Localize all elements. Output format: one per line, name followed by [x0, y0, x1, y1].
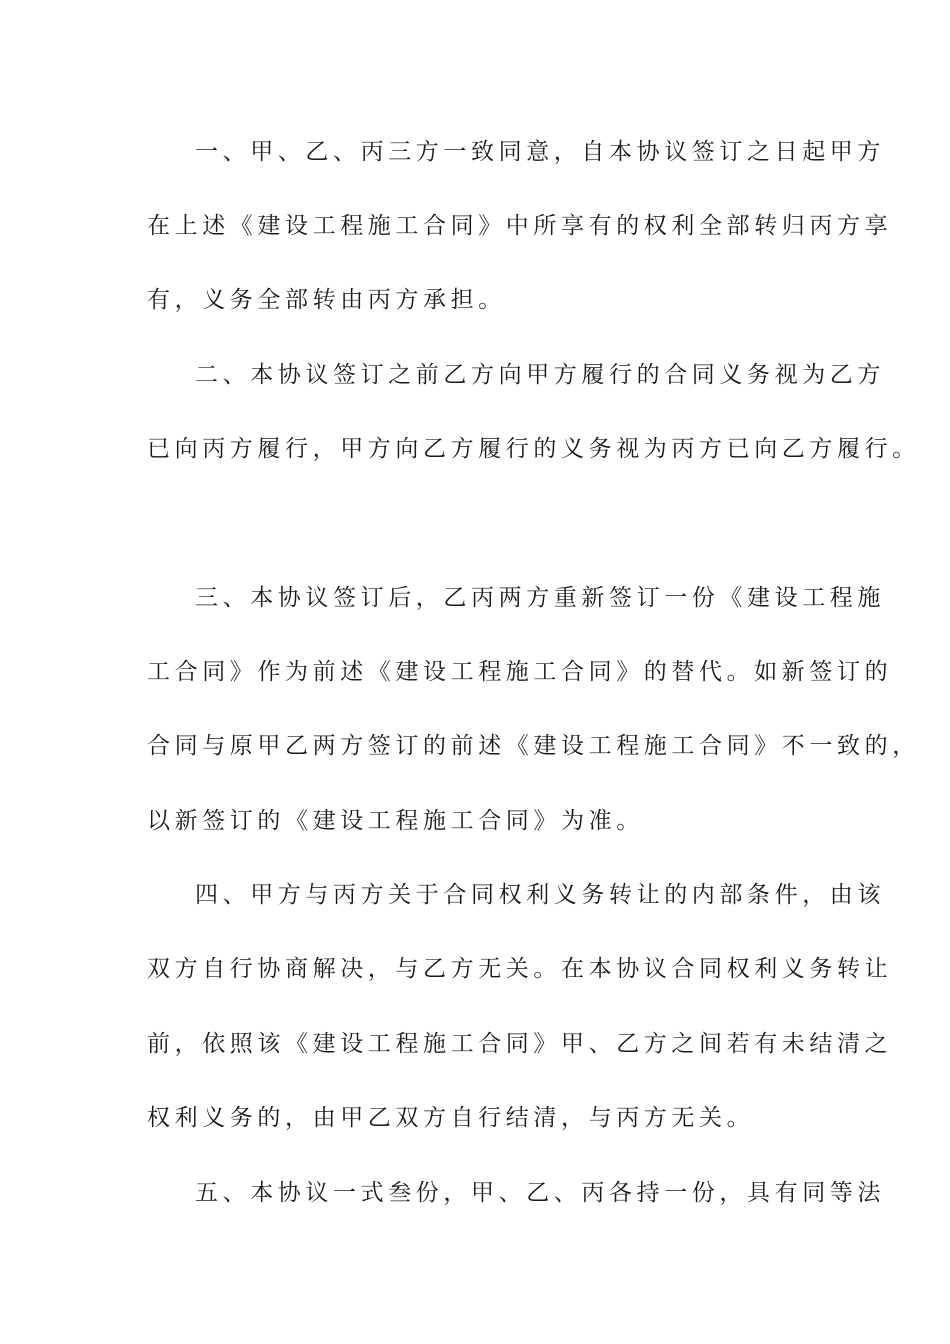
- clause-4-line-2: 双方自行协商解决，与乙方无关。在本协议合同权利义务转让: [147, 956, 893, 982]
- clause-2-line-2: 已向丙方履行，甲方向乙方履行的义务视为丙方已向乙方履行。: [147, 436, 920, 462]
- clause-4-line-3: 前，依照该《建设工程施工合同》甲、乙方之间若有未结清之: [147, 1031, 893, 1057]
- clause-3-line-4: 以新签订的《建设工程施工合同》为准。: [147, 808, 644, 834]
- clause-5-line-1: 五、本协议一式叁份，甲、乙、丙各持一份，具有同等法: [195, 1180, 885, 1206]
- clause-1-line-2: 在上述《建设工程施工合同》中所享有的权利全部转归丙方享: [147, 213, 893, 239]
- clause-1-line-1: 一、甲、乙、丙三方一致同意，自本协议签订之日起甲方: [195, 139, 885, 165]
- clause-4-line-4: 权利义务的，由甲乙双方自行结清，与丙方无关。: [147, 1105, 755, 1131]
- clause-2-line-1: 二、本协议签订之前乙方向甲方履行的合同义务视为乙方: [195, 362, 885, 388]
- clause-4-line-1: 四、甲方与丙方关于合同权利义务转让的内部条件，由该: [195, 882, 885, 908]
- clause-3-line-2: 工合同》作为前述《建设工程施工合同》的替代。如新签订的: [147, 659, 893, 685]
- clause-3-line-3: 合同与原甲乙两方签订的前述《建设工程施工合同》不一致的，: [147, 733, 920, 759]
- clause-3-line-1: 三、本协议签订后，乙丙两方重新签订一份《建设工程施: [195, 585, 885, 611]
- clause-1-line-3: 有，义务全部转由丙方承担。: [147, 287, 506, 313]
